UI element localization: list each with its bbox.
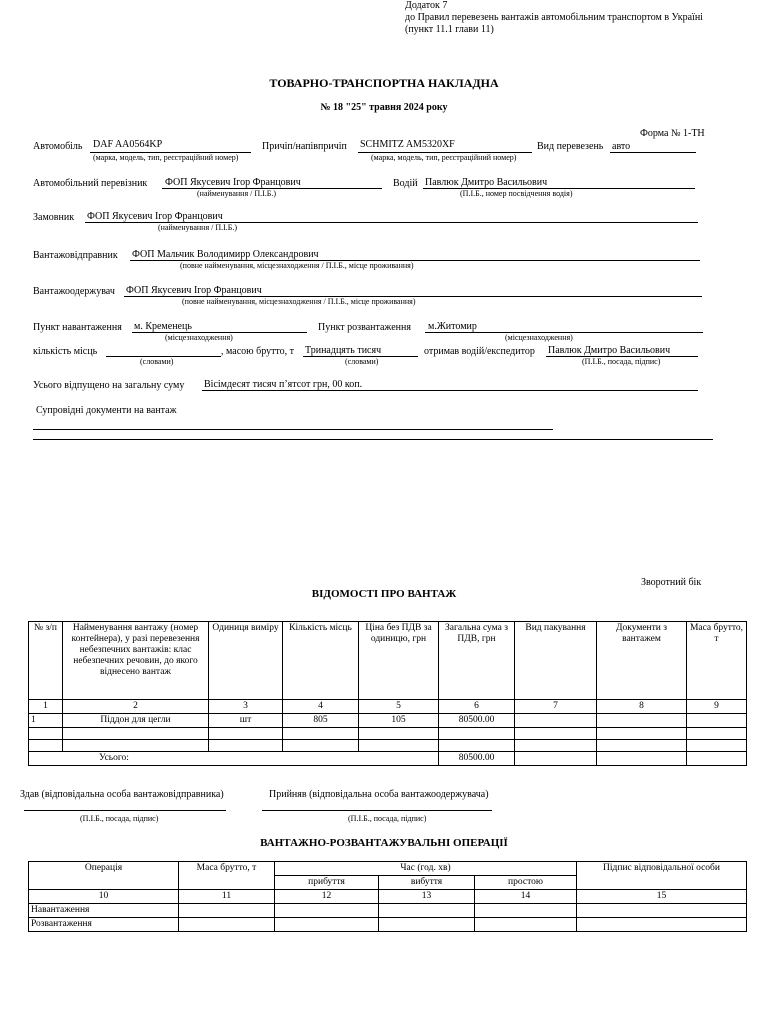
carrier-hint: (найменування / П.І.Б.) bbox=[197, 189, 277, 198]
table-cell bbox=[597, 752, 687, 766]
table-cell bbox=[359, 728, 439, 740]
table-cell bbox=[29, 740, 63, 752]
cargo-section-title: ВІДОМОСТІ ПРО ВАНТАЖ bbox=[311, 588, 457, 600]
consignee-label: Вантажоодержувач bbox=[33, 286, 115, 297]
vehicle-value: DAF AA0564KP bbox=[93, 139, 163, 150]
table-cell: 80500.00 bbox=[439, 714, 515, 728]
consignee-hint: (повне найменування, місцезнаходження / П.І.Б., місце проживання) bbox=[182, 297, 416, 306]
unloading-value: м.Житомир bbox=[428, 321, 477, 332]
trailer-value: SCHMITZ AM5320XF bbox=[360, 139, 455, 150]
took-hint: (П.І.Б., посада, підпис) bbox=[348, 814, 427, 823]
shipper-label: Вантажовідправник bbox=[33, 250, 118, 261]
carrier-value: ФОП Якусевич Ігор Францович bbox=[165, 177, 301, 188]
driver-hint: (П.І.Б., номер посвідчення водія) bbox=[460, 189, 573, 198]
cargo-header-mass: Маса брутто, т bbox=[687, 622, 747, 700]
ops-header-idle: простою bbox=[475, 876, 577, 890]
table-cell bbox=[179, 904, 275, 918]
cargo-table bbox=[28, 621, 747, 766]
total-sum-label: Усього відпущено на загальну суму bbox=[33, 380, 185, 391]
received-label: отримав водій/експедитор bbox=[424, 346, 535, 357]
table-cell: Піддон для цегли bbox=[63, 714, 209, 728]
col-number: 14 bbox=[475, 890, 577, 904]
carrier-label: Автомобільний перевізник bbox=[33, 178, 148, 189]
total-sum-value: Вісімдесят тисяч п’ятсот грн, 00 коп. bbox=[204, 379, 363, 390]
table-cell bbox=[515, 752, 597, 766]
consignee-value: ФОП Якусевич Ігор Францович bbox=[126, 285, 262, 296]
table-cell bbox=[515, 740, 597, 752]
col-number: 7 bbox=[515, 700, 597, 714]
cargo-header-documents: Документи з вантажем bbox=[597, 622, 687, 700]
cargo-header-unit: Одиниця виміру bbox=[209, 622, 283, 700]
trailer-hint: (марка, модель, тип, реєстраційний номер) bbox=[371, 153, 517, 162]
customer-value: ФОП Якусевич Ігор Францович bbox=[87, 211, 223, 222]
gross-label: , масою брутто, т bbox=[221, 346, 295, 357]
gave-signature-line bbox=[24, 810, 226, 811]
table-cell bbox=[577, 904, 747, 918]
col-number: 13 bbox=[379, 890, 475, 904]
cargo-header-row bbox=[29, 622, 747, 700]
gave-label: Здав (відповідальна особа вантажовідправника) bbox=[20, 789, 224, 800]
loading-hint: (місцезнаходження) bbox=[165, 333, 233, 342]
supporting-docs-line-2 bbox=[33, 439, 713, 440]
document-title: ТОВАРНО-ТРАНСПОРТНА НАКЛАДНА bbox=[269, 76, 499, 90]
took-signature-line bbox=[262, 810, 492, 811]
took-label: Прийняв (відповідальна особа вантажоодержувача) bbox=[269, 789, 489, 800]
table-cell bbox=[475, 918, 577, 932]
table-row bbox=[29, 740, 747, 752]
table-cell: 105 bbox=[359, 714, 439, 728]
table-cell bbox=[209, 740, 283, 752]
supporting-docs-label: Супровідні документи на вантаж bbox=[36, 405, 177, 416]
table-cell bbox=[597, 714, 687, 728]
transport-type-value: авто bbox=[612, 141, 631, 152]
col-number: 12 bbox=[275, 890, 379, 904]
ops-header-time: Час (год. хв) bbox=[275, 862, 577, 876]
vehicle-hint: (марка, модель, тип, реєстраційний номер) bbox=[93, 153, 239, 162]
table-cell bbox=[379, 904, 475, 918]
table-cell bbox=[515, 728, 597, 740]
places-hint: (словами) bbox=[140, 357, 174, 366]
table-cell bbox=[687, 752, 747, 766]
unloading-label: Пункт розвантаження bbox=[318, 322, 411, 333]
cargo-total-value: 80500.00 bbox=[439, 752, 515, 766]
cargo-header-total: Загальна сума з ПДВ, грн bbox=[439, 622, 515, 700]
table-cell: шт bbox=[209, 714, 283, 728]
table-cell bbox=[63, 728, 209, 740]
col-number: 2 bbox=[63, 700, 209, 714]
table-cell bbox=[687, 728, 747, 740]
gross-value: Тринадцять тисяч bbox=[305, 345, 382, 356]
table-row bbox=[29, 904, 747, 918]
driver-value: Павлюк Дмитро Васильович bbox=[425, 177, 548, 188]
col-number: 10 bbox=[29, 890, 179, 904]
col-number: 1 bbox=[29, 700, 63, 714]
cargo-header-name: Найменування вантажу (номер контейнера), у разі перевезення небезпечних вантажів: клас небезпечних речовин, до якого віднесено вантаж bbox=[63, 622, 209, 700]
customer-label: Замовник bbox=[33, 212, 75, 223]
ops-header-arrival: прибуття bbox=[275, 876, 379, 890]
table-cell bbox=[275, 904, 379, 918]
table-cell bbox=[29, 728, 63, 740]
table-cell bbox=[439, 728, 515, 740]
col-number: 15 bbox=[577, 890, 747, 904]
table-cell bbox=[439, 740, 515, 752]
table-cell bbox=[597, 728, 687, 740]
shipper-value: ФОП Мальчик Володимирр Олександрович bbox=[132, 249, 319, 260]
gave-hint: (П.І.Б., посада, підпис) bbox=[80, 814, 159, 823]
operations-section-title: ВАНТАЖНО-РОЗВАНТАЖУВАЛЬНІ ОПЕРАЦІЇ bbox=[260, 837, 508, 849]
received-value: Павлюк Дмитро Васильович bbox=[548, 345, 671, 356]
driver-label: Водій bbox=[393, 178, 418, 189]
document-number-date: № 18 "25" травня 2024 року bbox=[320, 102, 448, 113]
table-cell bbox=[63, 740, 209, 752]
loading-value: м. Кременець bbox=[134, 321, 192, 332]
vehicle-label: Автомобіль bbox=[33, 141, 83, 152]
places-label: кількість місць bbox=[33, 346, 98, 357]
cargo-header-places: Кількість місць bbox=[283, 622, 359, 700]
ops-header-mass: Маса брутто, т bbox=[179, 862, 275, 890]
appendix-line-1: Додаток 7 bbox=[405, 0, 448, 11]
cargo-total-row bbox=[29, 752, 747, 766]
cargo-header-packaging: Вид пакування bbox=[515, 622, 597, 700]
table-row bbox=[29, 918, 747, 932]
col-number: 5 bbox=[359, 700, 439, 714]
cargo-total-label: Усього: bbox=[29, 752, 439, 766]
table-cell bbox=[283, 728, 359, 740]
ops-number-row bbox=[29, 890, 747, 904]
table-cell bbox=[359, 740, 439, 752]
trailer-label: Причіп/напівпричіп bbox=[262, 141, 347, 152]
table-cell bbox=[687, 740, 747, 752]
col-number: 9 bbox=[687, 700, 747, 714]
ops-header-departure: вибуття bbox=[379, 876, 475, 890]
table-row bbox=[29, 714, 747, 728]
table-cell bbox=[283, 740, 359, 752]
table-cell bbox=[379, 918, 475, 932]
operations-table bbox=[28, 861, 747, 932]
ops-header-signature: Підпис відповідальної особи bbox=[577, 862, 747, 890]
table-cell bbox=[179, 918, 275, 932]
ops-row-unloading: Розвантаження bbox=[29, 918, 179, 932]
form-number: Форма № 1-ТН bbox=[640, 128, 705, 139]
table-cell: 1 bbox=[29, 714, 63, 728]
table-cell bbox=[475, 904, 577, 918]
customer-hint: (найменування / П.І.Б.) bbox=[158, 223, 238, 232]
table-cell bbox=[209, 728, 283, 740]
cargo-number-row bbox=[29, 700, 747, 714]
received-hint: (П.І.Б., посада, підпис) bbox=[582, 357, 661, 366]
col-number: 6 bbox=[439, 700, 515, 714]
loading-label: Пункт навантаження bbox=[33, 322, 122, 333]
table-cell bbox=[597, 740, 687, 752]
ops-row-loading: Навантаження bbox=[29, 904, 179, 918]
supporting-docs-line-1 bbox=[33, 429, 553, 430]
col-number: 11 bbox=[179, 890, 275, 904]
col-number: 8 bbox=[597, 700, 687, 714]
table-cell bbox=[515, 714, 597, 728]
cargo-header-no: № з/п bbox=[29, 622, 63, 700]
shipper-hint: (повне найменування, місцезнаходження / П.І.Б., місце проживання) bbox=[180, 261, 414, 270]
unloading-hint: (місцезнаходження) bbox=[505, 333, 573, 342]
table-row bbox=[29, 728, 747, 740]
reverse-side-label: Зворотний бік bbox=[641, 577, 702, 588]
appendix-line-2: до Правил перевезень вантажів автомобільним транспортом в Україні bbox=[405, 12, 703, 23]
table-cell bbox=[687, 714, 747, 728]
col-number: 3 bbox=[209, 700, 283, 714]
transport-type-label: Вид перевезень bbox=[537, 141, 604, 152]
ops-header-operation: Операція bbox=[29, 862, 179, 890]
table-cell bbox=[577, 918, 747, 932]
table-cell: 805 bbox=[283, 714, 359, 728]
cargo-header-price: Ціна без ПДВ за одиницю, грн bbox=[359, 622, 439, 700]
table-cell bbox=[275, 918, 379, 932]
gross-hint: (словами) bbox=[345, 357, 379, 366]
appendix-line-3: (пункт 11.1 глави 11) bbox=[405, 24, 494, 35]
col-number: 4 bbox=[283, 700, 359, 714]
